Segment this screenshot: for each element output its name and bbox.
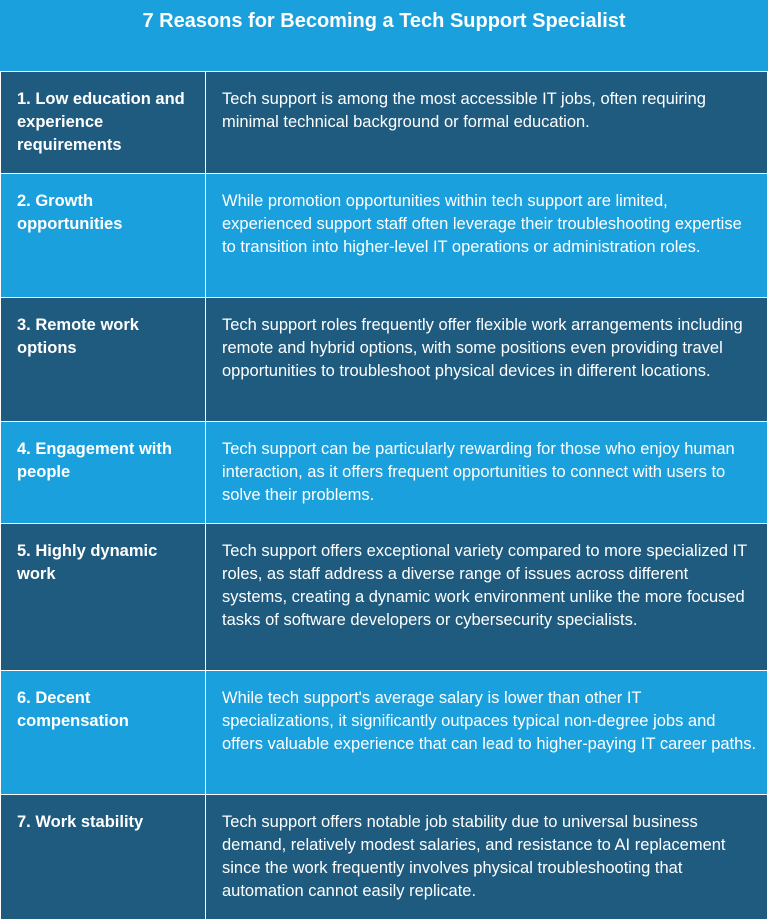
- table-row: [1, 671, 768, 795]
- table-row: [1, 72, 768, 174]
- table-row: [1, 795, 768, 919]
- reason-description: Tech support is among the most accessible IT jobs, often requiring minimal technical background or formal education.: [206, 72, 768, 174]
- table-row: [1, 422, 768, 524]
- table-row: [1, 298, 768, 422]
- reason-label: 2. Growth opportunities: [1, 174, 206, 298]
- reason-label: 3. Remote work options: [1, 298, 206, 422]
- reason-description: Tech support offers notable job stability due to universal business demand, relatively modest salaries, and resistance to AI replacement since the work frequently involves physical troubleshooting that automation cannot easily replicate.: [206, 795, 768, 919]
- reason-description: Tech support offers exceptional variety compared to more specialized IT roles, as staff address a diverse range of issues across different systems, creating a dynamic work environment unlike the more focused tasks of software developers or cybersecurity specialists.: [206, 524, 768, 671]
- reason-label: 4. Engagement with people: [1, 422, 206, 524]
- reason-label: 7. Work stability: [1, 795, 206, 919]
- reason-label: 6. Decent compensation: [1, 671, 206, 795]
- reason-label: 1. Low education and experience requirements: [1, 72, 206, 174]
- reason-description: Tech support roles frequently offer flexible work arrangements including remote and hybrid options, with some positions even providing travel opportunities to troubleshoot physical devices in different locations.: [206, 298, 768, 422]
- reason-description: Tech support can be particularly rewarding for those who enjoy human interaction, as it offers frequent opportunities to connect with users to solve their problems.: [206, 422, 768, 524]
- title-bar: [0, 0, 768, 72]
- table-row: [1, 524, 768, 671]
- reason-label: 5. Highly dynamic work: [1, 524, 206, 671]
- reason-description: While tech support's average salary is lower than other IT specializations, it significantly outpaces typical non-degree jobs and offers valuable experience that can lead to higher-paying IT career paths.: [206, 671, 768, 795]
- page-title: 7 Reasons for Becoming a Tech Support Specialist: [142, 10, 626, 32]
- reasons-table: [0, 71, 768, 919]
- reason-description: While promotion opportunities within tech support are limited, experienced support staff often leverage their troubleshooting expertise to transition into higher-level IT operations or administration roles.: [206, 174, 768, 298]
- table-row: [1, 174, 768, 298]
